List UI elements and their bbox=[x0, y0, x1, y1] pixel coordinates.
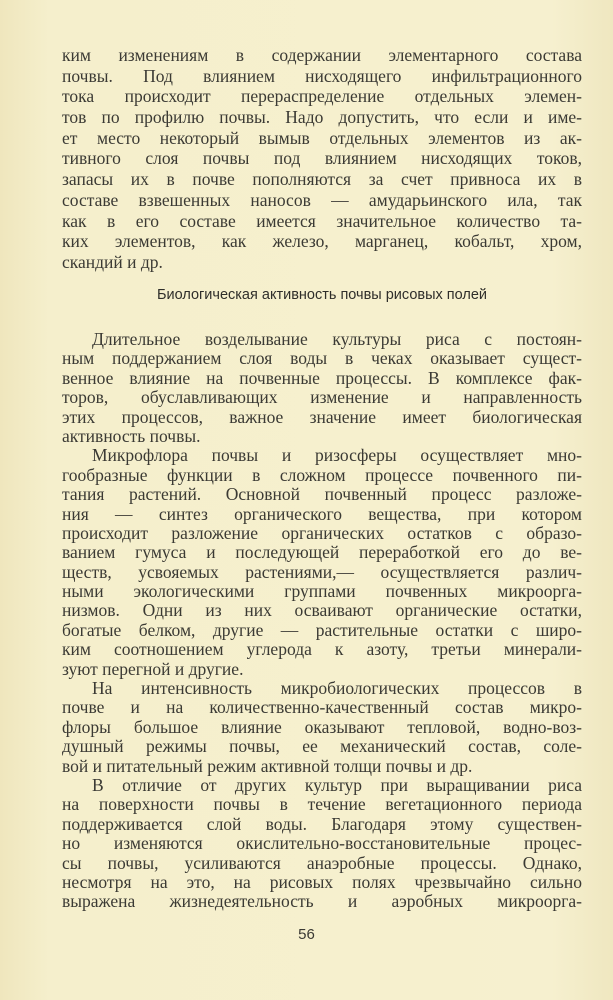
paragraph-continued bbox=[62, 45, 582, 273]
text-line: как в его составе имеется значительное количество та- bbox=[62, 210, 582, 231]
text-line: флоры большое влияние оказывают тепловой, водно-воз- bbox=[62, 716, 582, 737]
text-line: почве и на количественно-качественный состав микро- bbox=[62, 697, 582, 718]
text-line: этих процессов, важное значение имеет биологическая bbox=[62, 406, 582, 427]
paragraph bbox=[62, 776, 582, 912]
text-line: тов по профилю почвы. Надо допустить, что если и име- bbox=[62, 107, 582, 128]
text-line: составе взвешенных наносов — амударьинского ила, так bbox=[62, 189, 582, 210]
text-line: ния — синтез органического вещества, при котором bbox=[62, 503, 582, 524]
text-line: сы почвы, усиливаются анаэробные процессы. Однако, bbox=[62, 852, 582, 873]
text-line: гообразные функции в сложном процессе почвенного пи- bbox=[62, 464, 582, 485]
text-line: Длительное возделывание культуры риса с постоян- bbox=[92, 329, 582, 349]
text-line: ными экологическими группами почвенных микроорга- bbox=[62, 581, 582, 602]
section-heading: Биологическая активность почвы рисовых полей bbox=[156, 287, 488, 303]
text-line: ет место некоторый вымыв отдельных элементов из ак- bbox=[62, 127, 582, 148]
text-line: выражена жизнедеятельность и аэробных микроорга- bbox=[62, 891, 582, 912]
text-line: ванием гумуса и последующей переработкой его до ве- bbox=[62, 542, 582, 563]
text-line: зуют перегной и другие. bbox=[62, 658, 244, 679]
text-line: богатые белком, другие — растительные остатки с широ- bbox=[62, 619, 582, 640]
text-line: на поверхности почвы в течение вегетационного периода bbox=[62, 794, 582, 815]
text-line: В отличие от других культур при выращивании риса bbox=[92, 774, 582, 795]
text-line: низмов. Одни из них осваивают органические остатки, bbox=[62, 600, 582, 621]
text-line: ным поддержанием слоя воды в чеках оказывает сущест- bbox=[62, 348, 582, 369]
paragraph bbox=[62, 446, 582, 679]
text-line: но изменяются окислительно-восстановительные процес- bbox=[62, 833, 582, 854]
text-line: На интенсивность микробиологических процессов в bbox=[92, 678, 582, 699]
text-line: венное влияние на почвенные процессы. В комплексе фак- bbox=[62, 367, 582, 388]
text-line: запасы их в почве пополняются за счет привноса их в bbox=[62, 169, 582, 190]
text-line: Микрофлора почвы и ризосферы осуществляет мно- bbox=[92, 445, 582, 466]
text-line: происходит разложение органических остатков с образо- bbox=[62, 522, 582, 543]
paragraph bbox=[62, 330, 582, 446]
paragraph bbox=[62, 679, 582, 776]
text-line: активность почвы. bbox=[62, 425, 201, 446]
text-line: несмотря на это, на рисовых полях чрезвычайно сильно bbox=[62, 871, 582, 892]
text-line: тания растений. Основной почвенный процесс разложе- bbox=[62, 484, 582, 505]
text-line: ким изменениям в содержании элементарного состава bbox=[62, 45, 582, 65]
text-line: торов, обуславливающих изменение и направленность bbox=[62, 387, 582, 408]
text-line: тока происходит перераспределение отдельных элемен- bbox=[62, 86, 582, 107]
page-number: 56 bbox=[298, 926, 315, 943]
text-line: ществ, усвояемых растениями,— осуществляется различ- bbox=[62, 561, 582, 582]
text-line: почвы. Под влиянием нисходящего инфильтрационного bbox=[62, 65, 582, 86]
section-body bbox=[62, 330, 582, 912]
text-line: поддерживается слой воды. Благодаря этому существен- bbox=[62, 813, 582, 834]
text-line: скандий и др. bbox=[62, 251, 163, 272]
text-line: тивного слоя почвы под влиянием нисходящих токов, bbox=[62, 148, 582, 169]
text-line: вой и питательный режим активной толщи почвы и др. bbox=[62, 755, 473, 776]
text-line: ким соотношением углерода к азоту, третьи минерали- bbox=[62, 639, 582, 660]
text-line: ких элементов, как железо, марганец, кобальт, хром, bbox=[62, 231, 582, 252]
text-line: душный режимы почвы, ее механический состав, соле- bbox=[62, 736, 582, 757]
